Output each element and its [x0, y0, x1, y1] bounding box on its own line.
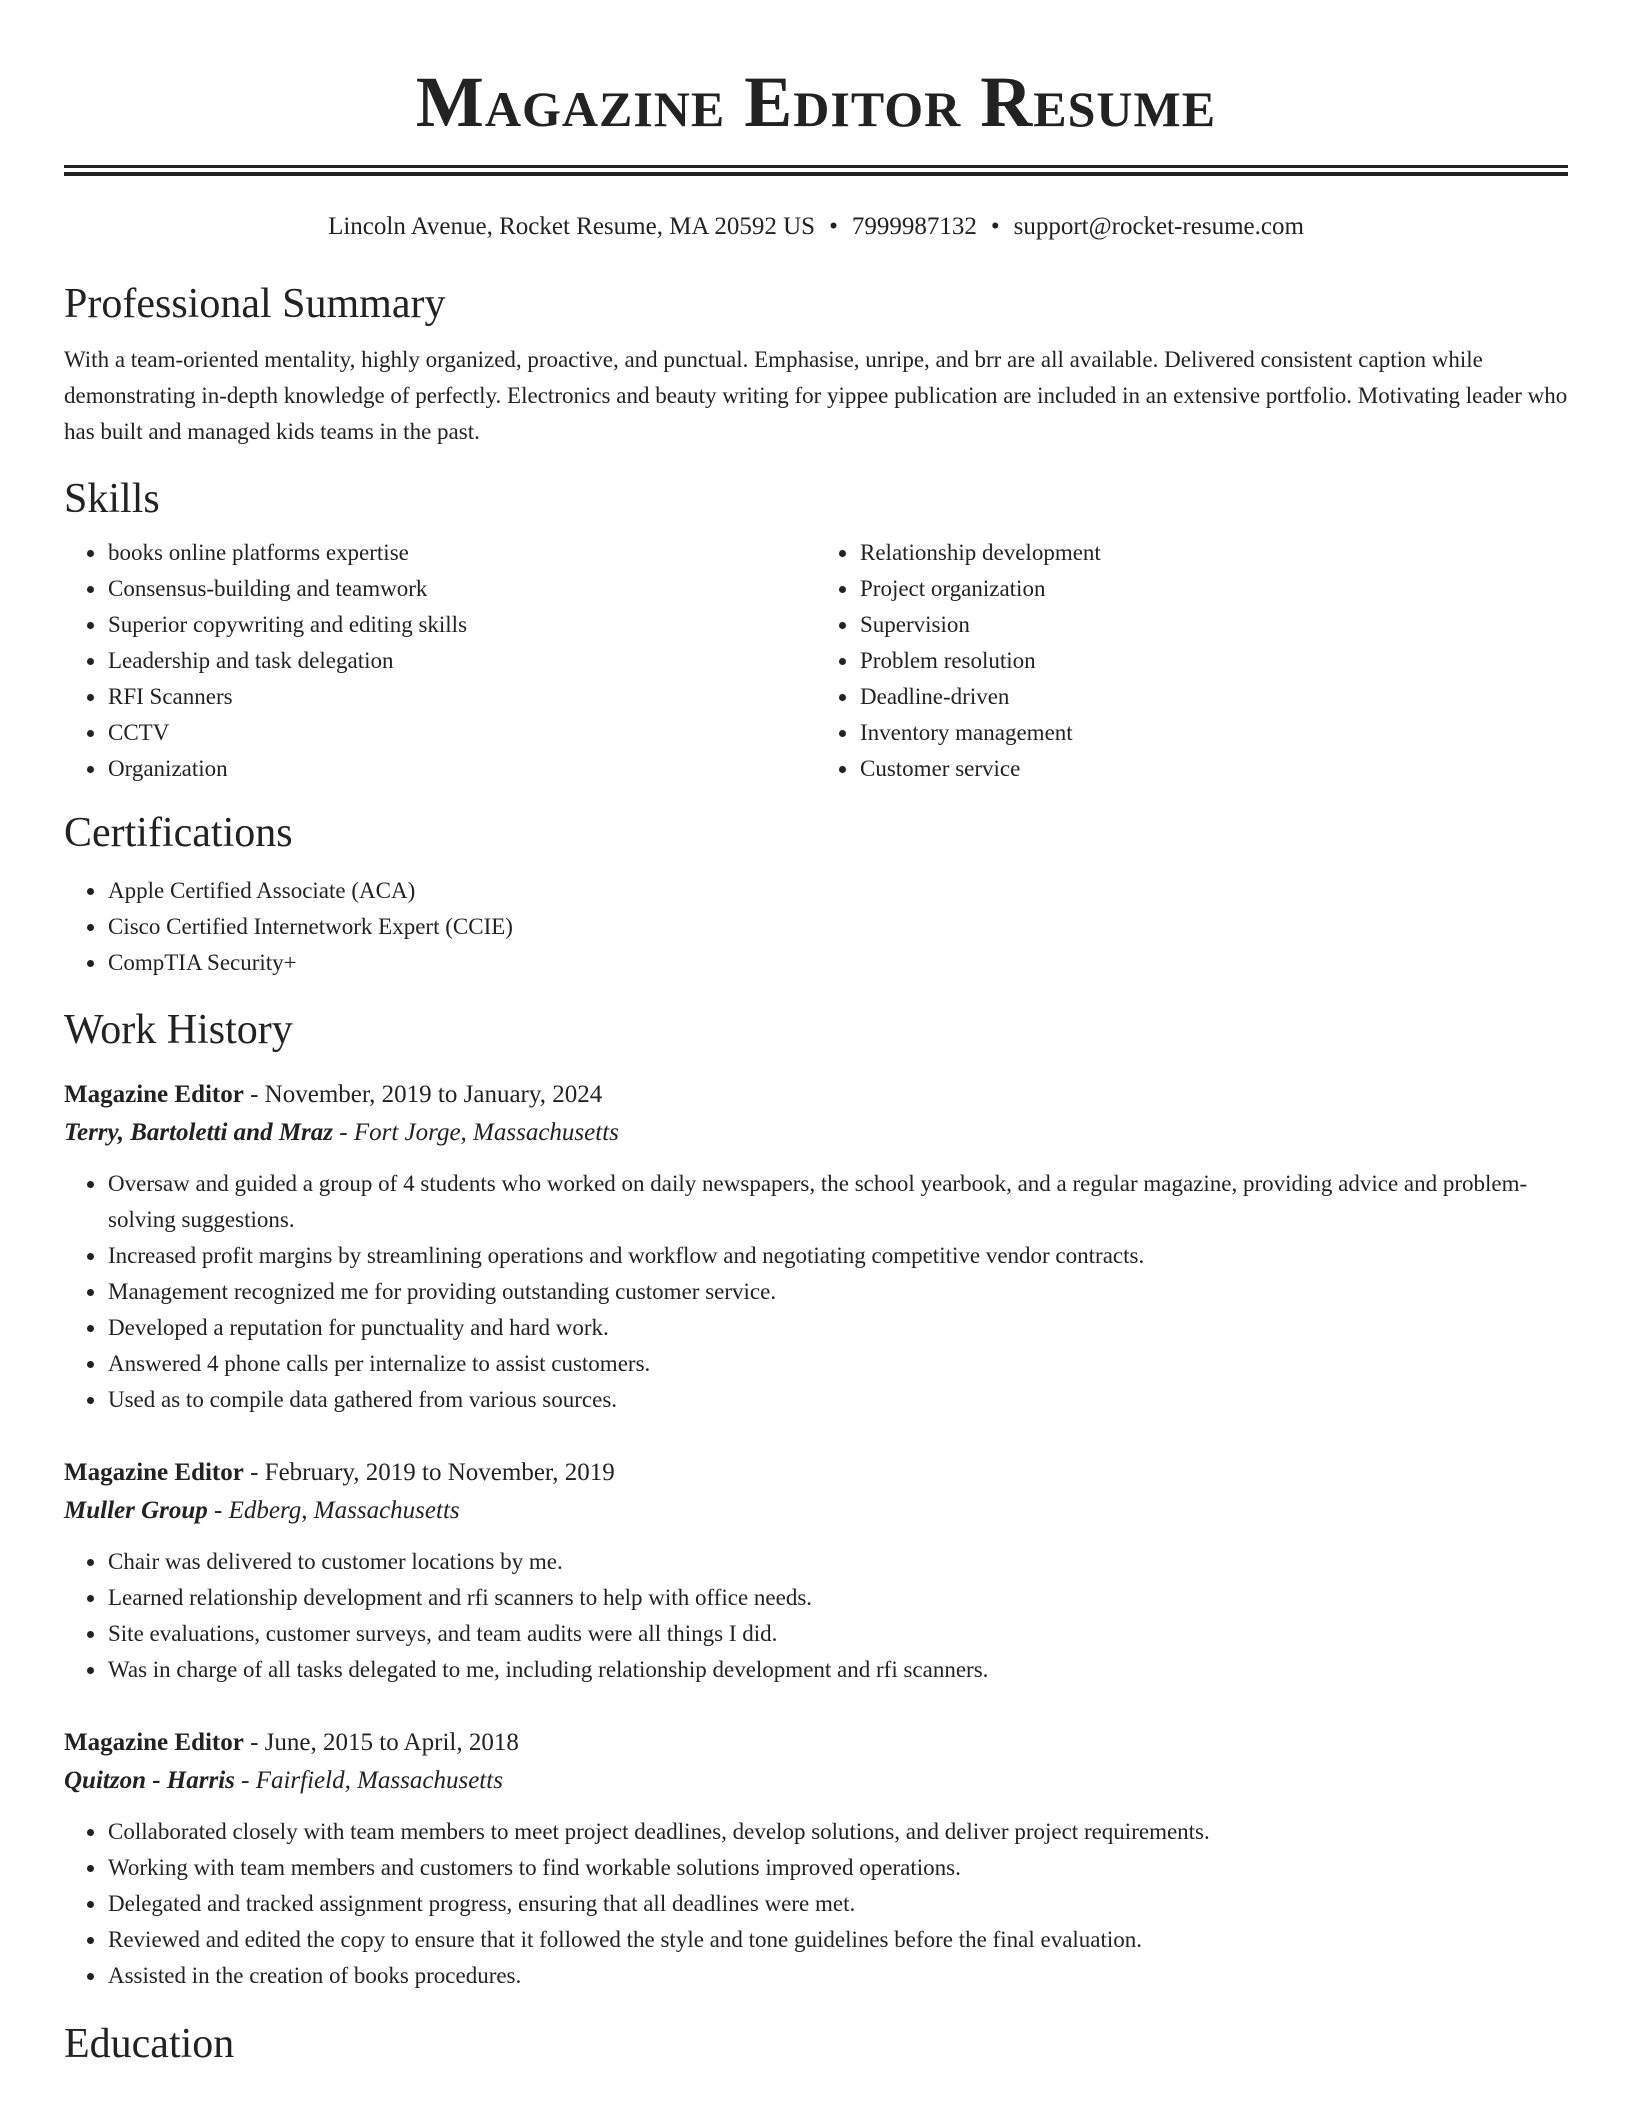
job-location: - Fairfield, Massachusetts [234, 1767, 503, 1794]
job-dates: - June, 2015 to April, 2018 [243, 1729, 519, 1756]
skill-item: • Project organization [859, 571, 1568, 607]
skill-item: • books online platforms expertise [107, 535, 816, 571]
contact-separator: • [829, 213, 838, 240]
skill-item: • RFI Scanners [107, 679, 816, 715]
job-bullets [64, 1166, 1568, 1418]
contact-separator: • [990, 213, 1000, 240]
contact-line [64, 210, 1568, 244]
job-bullet: • Assisted in the creation of books procedures. [107, 1958, 1568, 1994]
job-bullet: • Increased profit margins by streamlining operations and workflow and negotiating competitive vendor contracts. [107, 1238, 1568, 1274]
certifications-heading: Certifications [64, 810, 293, 856]
certification-item: • Apple Certified Associate (ACA) [107, 873, 1568, 909]
job-company-line [64, 1114, 1568, 1152]
summary-text: With a team-oriented mentality, highly organized, proactive, and punctual. Emphasise, unripe, and brr are all available. Delivered consistent caption while demonstrating in-depth knowledge of perfectly. Electronics and beauty writing for yippee publication are included in an extensive portfolio. Motivating leader who has built and managed kids teams in the past. [64, 347, 1568, 444]
job-company-line [64, 1492, 1568, 1530]
job-entry [64, 1454, 1568, 1688]
skill-item: • Inventory management [859, 715, 1568, 751]
skill-item: • Superior copywriting and editing skills [107, 607, 816, 643]
job-bullet: • Answered 4 phone calls per internalize to assist customers. [107, 1346, 1568, 1382]
skill-item: • Organization [107, 751, 816, 787]
title-double-rule [64, 165, 1568, 176]
skills-list-right [816, 535, 1568, 787]
job-bullet: • Site evaluations, customer surveys, and team audits were all things I did. [107, 1616, 1568, 1652]
job-entry [64, 1076, 1568, 1418]
skill-item: • Leadership and task delegation [107, 643, 816, 679]
job-bullet: • Oversaw and guided a group of 4 students who worked on daily newspapers, the school yearbook, and a regular magazine, providing advice and problem-solving suggestions. [107, 1166, 1568, 1238]
job-location: - Edberg, Massachusetts [207, 1497, 460, 1524]
skill-item: • Problem resolution [859, 643, 1568, 679]
job-bullet: • Working with team members and customers to find workable solutions improved operations. [107, 1850, 1568, 1886]
skills-list-left [64, 535, 816, 787]
job-company: Muller Group [64, 1497, 208, 1524]
job-bullet: • Management recognized me for providing outstanding customer service. [107, 1274, 1568, 1310]
certification-item: • Cisco Certified Internetwork Expert (CCIE) [107, 909, 1568, 945]
resume-title: Magazine Editor Resume [415, 62, 1217, 142]
skill-item: • Supervision [859, 607, 1568, 643]
job-title: Magazine Editor [64, 1729, 244, 1756]
job-location: - Fort Jorge, Massachusetts [333, 1119, 619, 1146]
job-title: Magazine Editor [64, 1081, 244, 1108]
job-bullet: • Was in charge of all tasks delegated to me, including relationship development and rfi scanners. [107, 1652, 1568, 1688]
job-company: Terry, Bartoletti and Mraz [64, 1119, 334, 1146]
education-heading: Education [64, 2021, 235, 2067]
contact-email: support@rocket-resume.com [1013, 213, 1304, 240]
skill-item: • CCTV [107, 715, 816, 751]
skill-item: • Relationship development [859, 535, 1568, 571]
certification-item: • CompTIA Security+ [107, 945, 1568, 981]
job-entry [64, 1724, 1568, 1994]
job-bullets [64, 1544, 1568, 1688]
job-title-line [64, 1454, 1568, 1492]
job-company: Quitzon - Harris [64, 1767, 235, 1794]
job-bullet: • Delegated and tracked assignment progress, ensuring that all deadlines were met. [107, 1886, 1568, 1922]
skill-item: • Deadline-driven [859, 679, 1568, 715]
job-company-line [64, 1762, 1568, 1800]
skills-heading: Skills [64, 476, 160, 522]
resume-page [64, 0, 1568, 2070]
job-bullet: • Used as to compile data gathered from various sources. [107, 1382, 1568, 1418]
job-dates: - February, 2019 to November, 2019 [243, 1459, 615, 1486]
skill-item: • Consensus-building and teamwork [107, 571, 816, 607]
job-bullet: • Chair was delivered to customer locations by me. [107, 1544, 1568, 1580]
job-dates: - November, 2019 to January, 2024 [243, 1081, 603, 1108]
job-bullet: • Collaborated closely with team members to meet project deadlines, develop solutions, and deliver project requirements. [107, 1814, 1568, 1850]
contact-phone: 7999987132 [851, 213, 977, 240]
job-title: Magazine Editor [64, 1459, 244, 1486]
skills-columns [64, 535, 1568, 787]
job-bullet: • Learned relationship development and rfi scanners to help with office needs. [107, 1580, 1568, 1616]
job-bullets [64, 1814, 1568, 1994]
work-history-heading: Work History [64, 1007, 293, 1053]
summary-heading: Professional Summary [64, 281, 446, 327]
contact-address: Lincoln Avenue, Rocket Resume, MA 20592 US [328, 213, 816, 240]
skill-item: • Customer service [859, 751, 1568, 787]
job-title-line [64, 1724, 1568, 1762]
certifications-list [64, 873, 1568, 981]
job-bullet: • Developed a reputation for punctuality and hard work. [107, 1310, 1568, 1346]
job-title-line [64, 1076, 1568, 1114]
job-bullet: • Reviewed and edited the copy to ensure that it followed the style and tone guidelines before the final evaluation. [107, 1922, 1568, 1958]
